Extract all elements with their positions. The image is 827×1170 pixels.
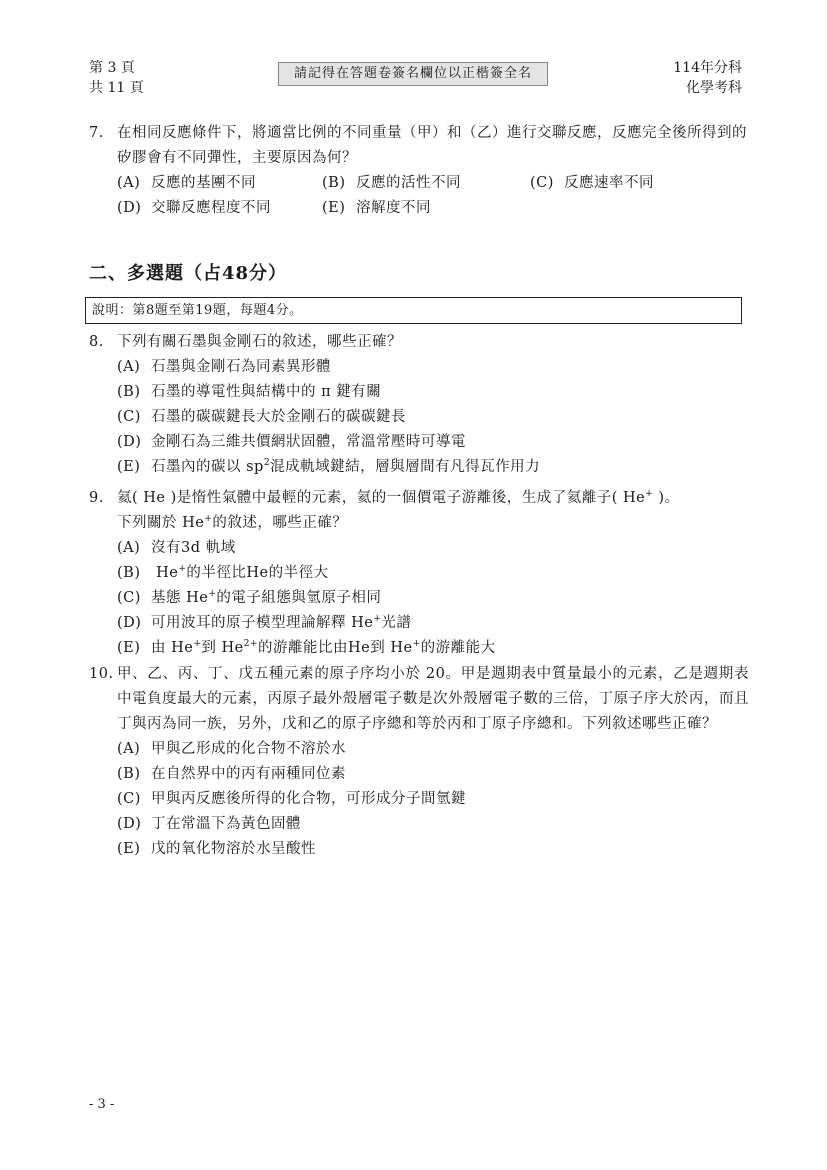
question-10 — [89, 662, 749, 862]
option-d: (D) 丁在常溫下為黃色固體 — [117, 816, 301, 832]
option-e: (E) 石墨內的碳以 $sp^2$混成軌域鍵結，層與層間有凡得瓦作用力 — [117, 458, 541, 475]
option-a: (A) 石墨與金剛石為同素異形體 — [117, 359, 331, 375]
question-number: 9. — [89, 490, 104, 506]
option-d: (D) 可用波耳的原子模型理論解釋 He+光譜 — [117, 614, 412, 631]
option-c: (C) 反應速率不同 — [530, 175, 654, 191]
section-title: 二、多選題（占48分） — [89, 263, 288, 284]
section-note: 說明：第8題至第19題，每題4分。 — [85, 297, 742, 324]
option-c: (C) 基態 He+的電子組態與氫原子相同 — [117, 589, 382, 606]
question-text: 在相同反應條件下，將適當比例的不同重量（甲）和（乙）進行交聯反應，反應完全後所得到的矽膠會有不同彈性，主要原因為何？ — [117, 125, 747, 166]
page-label: 第 3 頁 — [89, 60, 135, 76]
option-b: (B) 在自然界中的丙有兩種同位素 — [117, 766, 346, 782]
question-8 — [89, 330, 749, 480]
question-7 — [89, 121, 749, 221]
option-c: (C) 石墨的碳碳鍵長大於金剛石的碳碳鍵長 — [117, 409, 406, 425]
option-e: (E) 由 He+到 $He^{2+}$的游離能比由He到 He+的游離能大 — [117, 639, 496, 656]
question-text: 下列有關石墨與金剛石的敘述，哪些正確？ — [117, 334, 402, 350]
option-a: (A) 甲與乙形成的化合物不溶於水 — [117, 741, 346, 757]
question-text-line2: 下列關於 He+的敘述，哪些正確？ — [117, 514, 348, 531]
page-number: - 3 - — [89, 1097, 115, 1112]
option-a: (A) 沒有3d 軌域 — [117, 540, 236, 556]
option-e: (E) 戊的氧化物溶於水呈酸性 — [117, 841, 316, 857]
option-b: (B) 石墨的導電性與結構中的 π 鍵有關 — [117, 384, 382, 400]
option-d: (D) 金剛石為三維共價網狀固體，常溫常壓時可導電 — [117, 434, 466, 450]
options-row-1 — [117, 171, 749, 196]
option-c: (C) 甲與丙反應後所得的化合物，可形成分子間氫鍵 — [117, 791, 466, 807]
total-pages-label: 共 11 頁 — [89, 80, 144, 96]
question-number: 7. — [89, 125, 104, 141]
options-row-2 — [117, 196, 749, 221]
option-d: (D) 交聯反應程度不同 — [117, 200, 271, 216]
question-text-line1: 氦( He )是惰性氣體中最輕的元素，氦的一個價電子游離後，生成了氦離子( He+ )。 — [117, 489, 680, 506]
question-9 — [89, 486, 749, 661]
subject-label: 化學考科 — [686, 80, 742, 96]
option-b: (B) 反應的活性不同 — [322, 175, 461, 191]
option-a: (A) 反應的基團不同 — [117, 175, 256, 191]
question-number: 10. — [89, 666, 114, 682]
option-b: (B) He+的半徑比He的半徑大 — [117, 564, 329, 581]
question-text: 甲、乙、丙、丁、戊五種元素的原子序均小於 20。甲是週期表中質量最小的元素，乙是週期表中電負度最大的元素，丙原子最外殼層電子數是次外殼層電子數的三倍，丁原子序大於丙，而且丁與丙為同一族，另外，戊和乙的原子序總和等於丙和丁原子序總和。下列敘述哪些正確？ — [117, 666, 749, 732]
signature-reminder-banner: 請記得在答題卷簽名欄位以正楷簽全名 — [278, 62, 548, 86]
question-number: 8. — [89, 334, 104, 350]
exam-year-label: 114年分科 — [673, 60, 742, 76]
option-e: (E) 溶解度不同 — [322, 200, 431, 216]
